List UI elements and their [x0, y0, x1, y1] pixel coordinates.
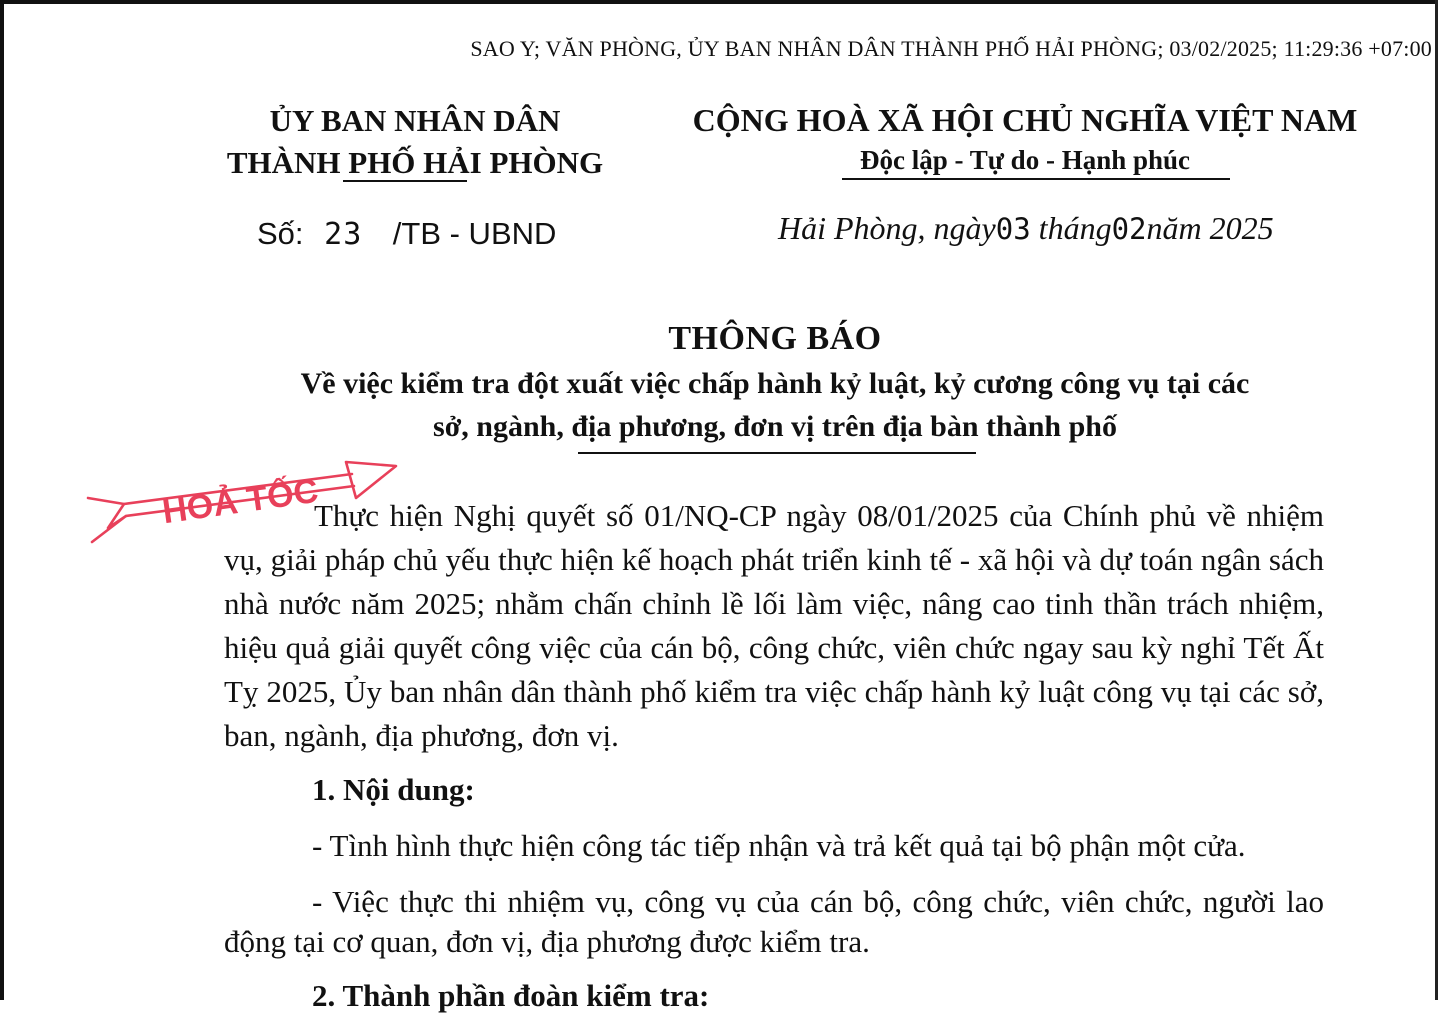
page-border-left: [0, 0, 4, 1000]
motto-underline: [842, 178, 1230, 180]
national-heading: [680, 100, 1370, 180]
urgent-stamp-text: HOẢ TỐC: [160, 471, 321, 532]
issuing-agency: [190, 100, 640, 184]
doc-number-value: 23: [324, 217, 363, 252]
place-label: Hải Phòng, ngày: [778, 210, 996, 246]
subject-line-1: Về việc kiểm tra đột xuất việc chấp hành kỷ luật, kỷ cương công vụ tại các: [300, 367, 1250, 400]
document-number: [257, 216, 556, 252]
page-border-top: [0, 0, 1438, 4]
year-label: năm 2025: [1146, 210, 1274, 246]
republic-name: CỘNG HOÀ XÃ HỘI CHỦ NGHĨA VIỆT NAM: [692, 102, 1358, 138]
doc-number-suffix: /TB - UBND: [392, 216, 557, 251]
section-1-item-2: - Việc thực thi nhiệm vụ, công vụ của cán bộ, công chức, viên chức, người lao động tại cơ quan, đơn vị, địa phương được kiểm tra.: [224, 884, 1324, 959]
subject-underline: [578, 452, 976, 454]
section-1-item-1: - Tình hình thực hiện công tác tiếp nhận và trả kết quả tại bộ phận một cửa.: [312, 828, 1246, 863]
subject-line-2: sở, ngành, địa phương, đơn vị trên địa bàn thành phố: [433, 410, 1117, 443]
document-type-title: THÔNG BÁO: [668, 320, 882, 357]
copy-certification-line: SAO Y; VĂN PHÒNG, ỦY BAN NHÂN DÂN THÀNH PHỐ HẢI PHÒNG; 03/02/2025; 11:29:36 +07:00: [470, 36, 1432, 61]
agency-underline: [343, 180, 467, 182]
section-1-heading: 1. Nội dung:: [312, 772, 475, 807]
place-and-date: [778, 210, 1274, 247]
date-day: 03: [995, 212, 1031, 246]
agency-line-1: ỦY BAN NHÂN DÂN: [269, 103, 561, 138]
agency-line-2: THÀNH PHỐ HẢI PHÒNG: [226, 145, 604, 180]
intro-paragraph: Thực hiện Nghị quyết số 01/NQ-CP ngày 08/01/2025 của Chính phủ về nhiệm vụ, giải pháp chủ yếu thực hiện kế hoạch phát triển kinh tế - xã hội và dự toán ngân sách nhà nước năm 2025; nhằm chấn chỉnh lề lối làm việc, nâng cao tinh thần trách nhiệm, hiệu quả giải quyết công việc của cán bộ, công chức, viên chức ngay sau kỳ nghỉ Tết Ất Tỵ 2025, Ủy ban nhân dân thành phố kiểm tra việc chấp hành kỷ luật công vụ tại các sở, ban, ngành, địa phương, đơn vị.: [224, 498, 1324, 753]
national-motto: Độc lập - Tự do - Hạnh phúc: [859, 145, 1191, 175]
doc-number-prefix: Số:: [257, 216, 304, 251]
section-2-heading: 2. Thành phần đoàn kiểm tra:: [312, 978, 710, 1013]
date-month: 02: [1111, 212, 1147, 246]
month-label: tháng: [1038, 210, 1112, 246]
